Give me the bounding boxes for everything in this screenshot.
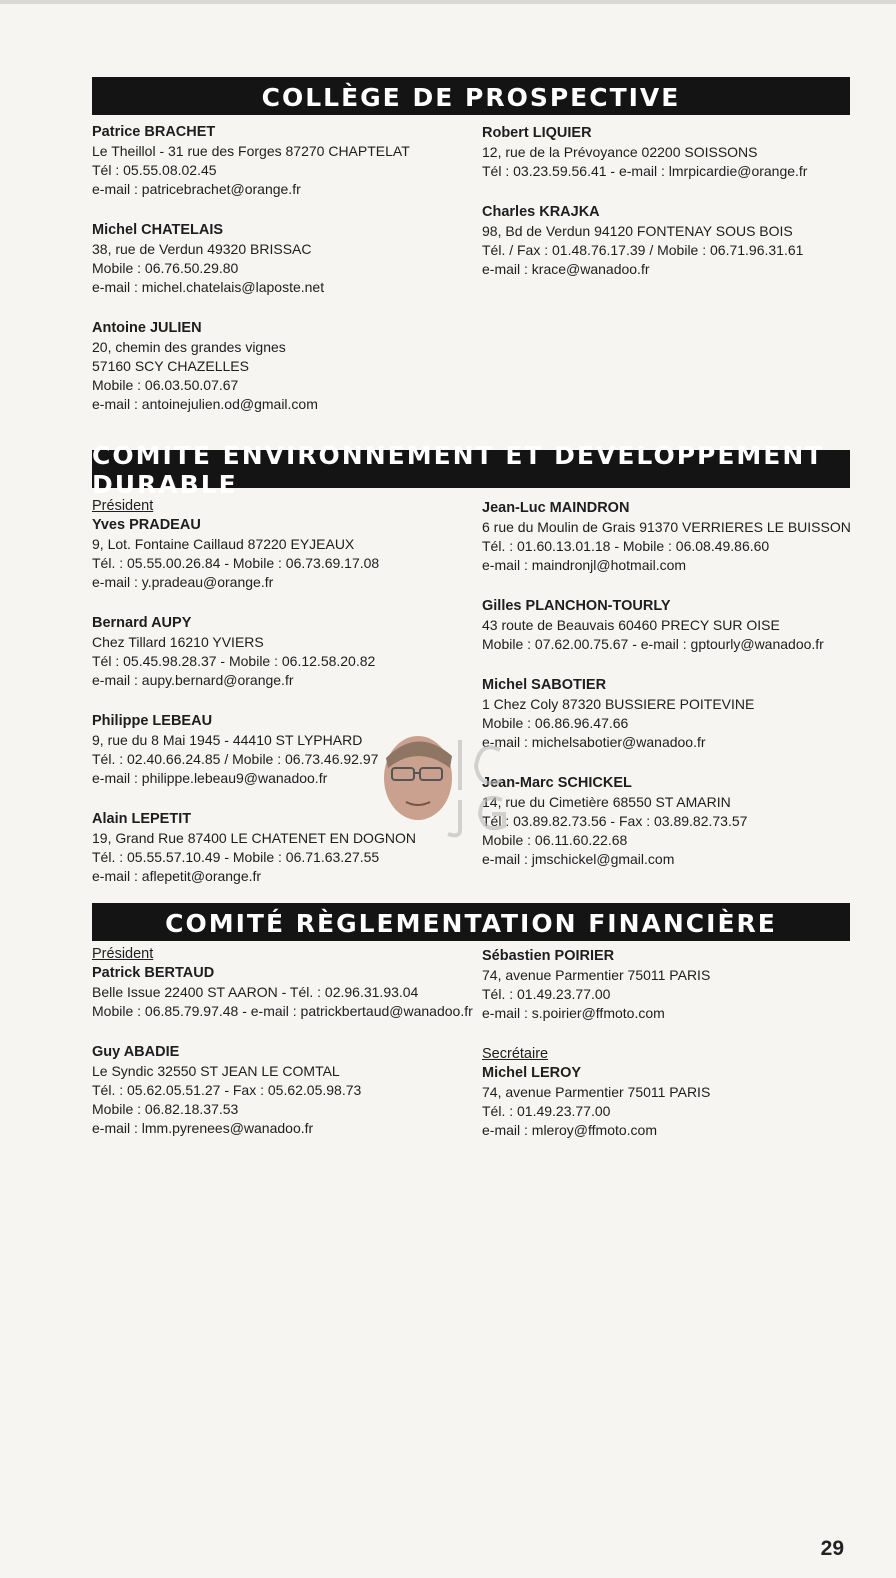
contact-entry (482, 597, 862, 654)
contact-entry (92, 123, 472, 199)
contact-detail-line: Mobile : 06.03.50.07.67 (92, 377, 239, 393)
contact-detail-line: e-mail : y.pradeau@orange.fr (92, 574, 274, 590)
contact-name: Bernard AUPY (92, 615, 192, 631)
contact-name: Yves PRADEAU (92, 517, 201, 533)
contact-name: Jean-Luc MAINDRON (482, 500, 630, 516)
contact-detail-line: Le Theillol - 31 rue des Forges 87270 CHAPTELAT (92, 143, 410, 159)
contact-detail-line: 20, chemin des grandes vignes (92, 339, 286, 355)
contact-name: Jean-Marc SCHICKEL (482, 775, 632, 791)
contact-name: Michel SABOTIER (482, 677, 607, 693)
section-2-left-column (92, 497, 472, 908)
contact-detail-line: 9, rue du 8 Mai 1945 - 44410 ST LYPHARD (92, 732, 363, 748)
top-border (0, 0, 896, 4)
contact-entry (92, 945, 472, 1021)
contact-detail-line: Tél. : 05.55.57.10.49 - Mobile : 06.71.63.27.55 (92, 849, 380, 865)
contact-role: Président (92, 498, 154, 514)
contact-detail-line: 38, rue de Verdun 49320 BRISSAC (92, 241, 312, 257)
contact-name: Gilles PLANCHON-TOURLY (482, 598, 671, 614)
contact-detail-line: 19, Grand Rue 87400 LE CHATENET EN DOGNON (92, 830, 416, 846)
contact-detail-line: Tél. : 01.49.23.77.00 (482, 1103, 611, 1119)
contact-detail-line: Tél : 05.55.08.02.45 (92, 162, 217, 178)
contact-detail-line: Tél. : 05.55.00.26.84 - Mobile : 06.73.69.17.08 (92, 555, 380, 571)
contact-detail-line: Tél. : 05.62.05.51.27 - Fax : 05.62.05.98.73 (92, 1082, 362, 1098)
contact-detail-line: Mobile : 06.82.18.37.53 (92, 1101, 239, 1117)
section-1-left-column (92, 123, 472, 436)
contact-name: Michel CHATELAIS (92, 222, 224, 238)
contact-detail-line: 74, avenue Parmentier 75011 PARIS (482, 1084, 711, 1100)
contact-name: Antoine JULIEN (92, 320, 202, 336)
contact-entry (92, 319, 472, 414)
contact-detail-line: Tél : 03.23.59.56.41 - e-mail : lmrpicardie@orange.fr (482, 163, 808, 179)
contact-detail-line: Mobile : 06.86.96.47.66 (482, 715, 629, 731)
contact-name: Charles KRAJKA (482, 204, 600, 220)
watermark-stamp (440, 730, 530, 840)
section-1-right-column (482, 124, 862, 301)
contact-name: Sébastien POIRIER (482, 948, 615, 964)
contact-detail-line: e-mail : aupy.bernard@orange.fr (92, 672, 294, 688)
contact-detail-line: Tél. / Fax : 01.48.76.17.39 / Mobile : 06.71.96.31.61 (482, 242, 804, 258)
contact-detail-line: Mobile : 06.85.79.97.48 - e-mail : patrickbertaud@wanadoo.fr (92, 1003, 473, 1019)
contact-detail-line: 12, rue de la Prévoyance 02200 SOISSONS (482, 144, 758, 160)
contact-detail-line: Tél. : 01.60.13.01.18 - Mobile : 06.08.49.86.60 (482, 538, 770, 554)
contact-entry (92, 614, 472, 690)
contact-detail-line: Mobile : 06.11.60.22.68 (482, 832, 628, 848)
section-3-right-column (482, 947, 862, 1162)
contact-entry (482, 947, 862, 1023)
page-number: 29 (820, 1537, 844, 1560)
section-3-left-column (92, 945, 472, 1160)
contact-detail-line: e-mail : aflepetit@orange.fr (92, 868, 262, 884)
contact-detail-line: Mobile : 06.76.50.29.80 (92, 260, 239, 276)
contact-entry (92, 1043, 472, 1138)
contact-detail-line: Tél. : 01.49.23.77.00 (482, 986, 611, 1002)
contact-role: Président (92, 946, 154, 962)
contact-detail-line: 98, Bd de Verdun 94120 FONTENAY SOUS BOIS (482, 223, 793, 239)
contact-name: Patrice BRACHET (92, 124, 216, 140)
contact-detail-line: e-mail : antoinejulien.od@gmail.com (92, 396, 318, 412)
contact-entry (92, 497, 472, 592)
contact-detail-line: Chez Tillard 16210 YVIERS (92, 634, 264, 650)
contact-detail-line: Le Syndic 32550 ST JEAN LE COMTAL (92, 1063, 340, 1079)
contact-detail-line: e-mail : michel.chatelais@laposte.net (92, 279, 325, 295)
contact-entry (482, 774, 862, 869)
contact-detail-line: Tél. : 02.40.66.24.85 / Mobile : 06.73.46.92.97 (92, 751, 379, 767)
contact-name: Guy ABADIE (92, 1044, 180, 1060)
contact-detail-line: 9, Lot. Fontaine Caillaud 87220 EYJEAUX (92, 536, 355, 552)
section-2-right-column (482, 499, 862, 891)
contact-name: Michel LEROY (482, 1065, 582, 1081)
contact-name: Patrick BERTAUD (92, 965, 215, 981)
contact-detail-line: e-mail : s.poirier@ffmoto.com (482, 1005, 665, 1021)
contact-detail-line: e-mail : lmm.pyrenees@wanadoo.fr (92, 1120, 314, 1136)
contact-entry (92, 221, 472, 297)
contact-detail-line: e-mail : jmschickel@gmail.com (482, 851, 675, 867)
contact-detail-line: 57160 SCY CHAZELLES (92, 358, 249, 374)
contact-entry (482, 676, 862, 752)
contact-detail-line: 14, rue du Cimetière 68550 ST AMARIN (482, 794, 731, 810)
contact-role: Secrétaire (482, 1046, 549, 1062)
contact-detail-line: 6 rue du Moulin de Grais 91370 VERRIERES LE BUISSON (482, 519, 851, 535)
contact-name: Robert LIQUIER (482, 125, 592, 141)
contact-detail-line: Tél : 05.45.98.28.37 - Mobile : 06.12.58.20.82 (92, 653, 376, 669)
contact-detail-line: e-mail : maindronjl@hotmail.com (482, 557, 687, 573)
contact-detail-line: Tél : 03.89.82.73.56 - Fax : 03.89.82.73.57 (482, 813, 748, 829)
contact-detail-line: e-mail : patricebrachet@orange.fr (92, 181, 301, 197)
contact-detail-line: e-mail : mleroy@ffmoto.com (482, 1122, 657, 1138)
section-header-college-prospective: COLLÈGE DE PROSPECTIVE (92, 77, 850, 115)
contact-detail-line: 1 Chez Coly 87320 BUSSIERE POITEVINE (482, 696, 755, 712)
contact-entry (482, 1045, 862, 1140)
contact-detail-line: 74, avenue Parmentier 75011 PARIS (482, 967, 711, 983)
contact-detail-line: 43 route de Beauvais 60460 PRECY SUR OISE (482, 617, 780, 633)
contact-name: Philippe LEBEAU (92, 713, 213, 729)
contact-entry (482, 499, 862, 575)
contact-name: Alain LEPETIT (92, 811, 192, 827)
section-header-environnement: COMITE ENVIRONNEMENT ET DEVELOPPEMENT DURABLE (92, 450, 850, 488)
contact-detail-line: Mobile : 07.62.00.75.67 - e-mail : gptourly@wanadoo.fr (482, 636, 824, 652)
contact-detail-line: e-mail : krace@wanadoo.fr (482, 261, 650, 277)
contact-entry (482, 124, 862, 181)
contact-entry (482, 203, 862, 279)
contact-detail-line: e-mail : michelsabotier@wanadoo.fr (482, 734, 706, 750)
contact-detail-line: Belle Issue 22400 ST AARON - Tél. : 02.96.31.93.04 (92, 984, 419, 1000)
contact-detail-line: e-mail : philippe.lebeau9@wanadoo.fr (92, 770, 328, 786)
section-header-reglementation-financiere: COMITÉ RÈGLEMENTATION FINANCIÈRE (92, 903, 850, 941)
